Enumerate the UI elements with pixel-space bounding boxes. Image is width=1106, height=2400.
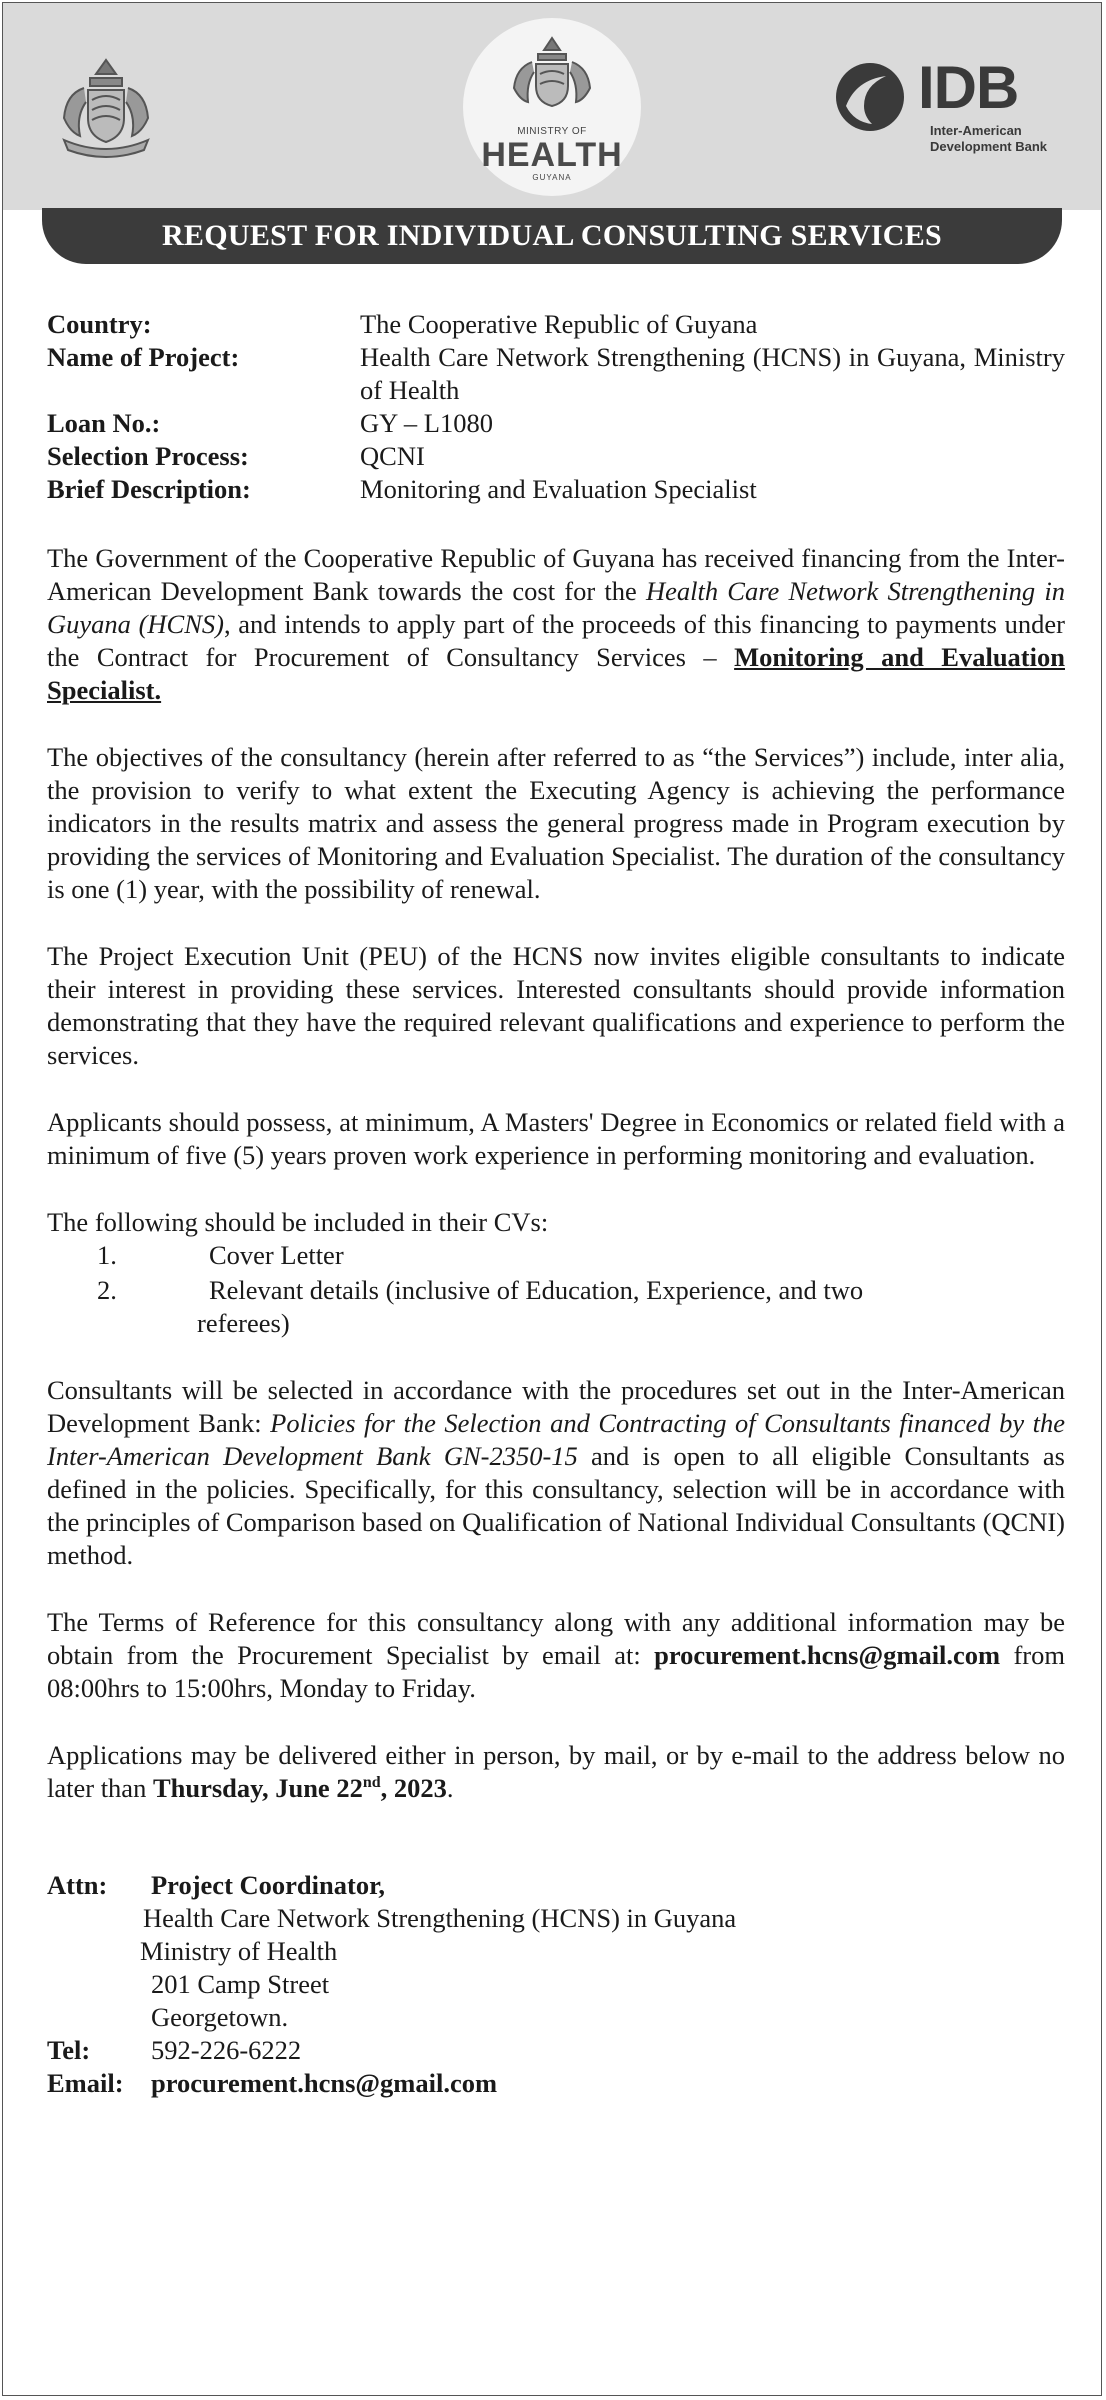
selection-value: QCNI — [360, 441, 425, 471]
project-details — [47, 308, 1065, 506]
country-label: Country: — [47, 309, 152, 339]
moh-health-text: HEALTH — [481, 136, 623, 174]
position-title: Monitoring and Evaluation Specialist. — [47, 642, 1065, 705]
contact-ministry: Ministry of Health — [140, 1936, 338, 1966]
contact-email-link[interactable]: procurement.hcns@gmail.com — [151, 2068, 498, 2098]
cv-requirements-list — [47, 1239, 1065, 1340]
deadline-paragraph: Applications may be delivered either in person, by mail, or by e-mail to the address below no later than Thursday, June 22nd, 2023. — [47, 1740, 1065, 1803]
coat-of-arms-icon — [50, 52, 162, 162]
list-item: 2. Relevant details (inclusive of Education, Experience, and two referees) — [97, 1275, 864, 1338]
country-value: The Cooperative Republic of Guyana — [360, 309, 758, 339]
ministry-crest-icon — [500, 34, 604, 118]
description-label: Brief Description: — [47, 474, 251, 504]
cv-intro: The following should be included in their CVs: — [47, 1207, 549, 1237]
description-value: Monitoring and Evaluation Specialist — [360, 474, 757, 504]
document-body — [47, 308, 1065, 2100]
country-row — [47, 308, 1065, 341]
contact-city: Georgetown. — [151, 2002, 289, 2032]
invitation-paragraph: The Project Execution Unit (PEU) of the HCNS now invites eligible consultants to indicate their interest in providing these services. Interested consultants should provide information demonstrating that they have the required relevant qualifications and experience to perform the services. — [47, 941, 1065, 1070]
idb-logo-icon — [832, 60, 912, 134]
project-row — [47, 341, 1065, 407]
project-label: Name of Project: — [47, 342, 240, 372]
idb-logo-subtitle: Inter-American Development Bank — [930, 123, 1048, 154]
deadline-date: Thursday, June 22nd, 2023 — [152, 1773, 447, 1803]
selection-label: Selection Process: — [47, 441, 249, 471]
contact-block — [47, 1869, 1065, 2100]
telephone-number[interactable]: 592-226-6222 — [151, 2035, 302, 2065]
financing-paragraph: The Government of the Cooperative Republic of Guyana has received financing from the Inter-American Development Bank towards the cost for the Health Care Network Strengthening in Guyana (HCNS), and intends to apply part of the proceeds of this financing to payments under the Contract for Procurement of Consultancy Services – Monitoring and Evaluation Specialist. — [47, 543, 1065, 705]
list-item: 1. Cover Letter — [97, 1240, 344, 1270]
selection-row — [47, 440, 1065, 473]
page-title: REQUEST FOR INDIVIDUAL CONSULTING SERVICES — [161, 219, 943, 252]
selection-method-paragraph: Consultants will be selected in accordance with the procedures set out in the Inter-American Development Bank: Policies for the Selection and Contracting of Consultants financed by the Inter-American Development Bank GN-2350-15 and is open to all eligible Consultants as defined in the policies. Specifically, for this consultancy, selection will be in accordance with the principles of Comparison based on Qualification of National Individual Consultants (QCNI) method. — [47, 1375, 1066, 1570]
tel-label: Tel: — [47, 2035, 91, 2065]
terms-of-reference-paragraph: The Terms of Reference for this consultancy along with any additional information may be obtain from the Procurement Specialist by email at: procurement.hcns@gmail.com from 08:00hrs to 15:00hrs, Monday to Friday. — [47, 1607, 1065, 1703]
objectives-paragraph: The objectives of the consultancy (herein after referred to as “the Services”) include, inter alia, the provision to verify to what extent the Executing Agency is achieving the performance indicators in the results matrix and assess the general progress made in Program execution by providing the services of Monitoring and Evaluation Specialist. The duration of the consultancy is one (1) year, with the possibility of renewal. — [47, 742, 1065, 904]
attn-name: Project Coordinator, — [151, 1870, 386, 1900]
procurement-email-link[interactable]: procurement.hcns@gmail.com — [654, 1640, 1001, 1670]
loan-row — [47, 407, 1065, 440]
description-row — [47, 473, 1065, 506]
attn-label: Attn: — [47, 1870, 108, 1900]
qualifications-paragraph: Applicants should possess, at minimum, A Masters' Degree in Economics or related field with a minimum of five (5) years proven work experience in performing monitoring and evaluation. — [47, 1107, 1065, 1170]
moh-guyana-text: GUYANA — [532, 173, 572, 182]
idb-logo-text: IDB — [918, 54, 1019, 121]
loan-label: Loan No.: — [47, 408, 161, 438]
contact-project-name: Health Care Network Strengthening (HCNS) in Guyana — [143, 1903, 737, 1933]
project-value: Health Care Network Strengthening (HCNS) in Guyana, Ministry of Health — [360, 342, 1065, 405]
contact-street: 201 Camp Street — [151, 1969, 330, 1999]
loan-value: GY – L1080 — [360, 408, 493, 438]
moh-ministry-of-text: MINISTRY OF — [517, 126, 587, 137]
email-label: Email: — [47, 2068, 124, 2098]
